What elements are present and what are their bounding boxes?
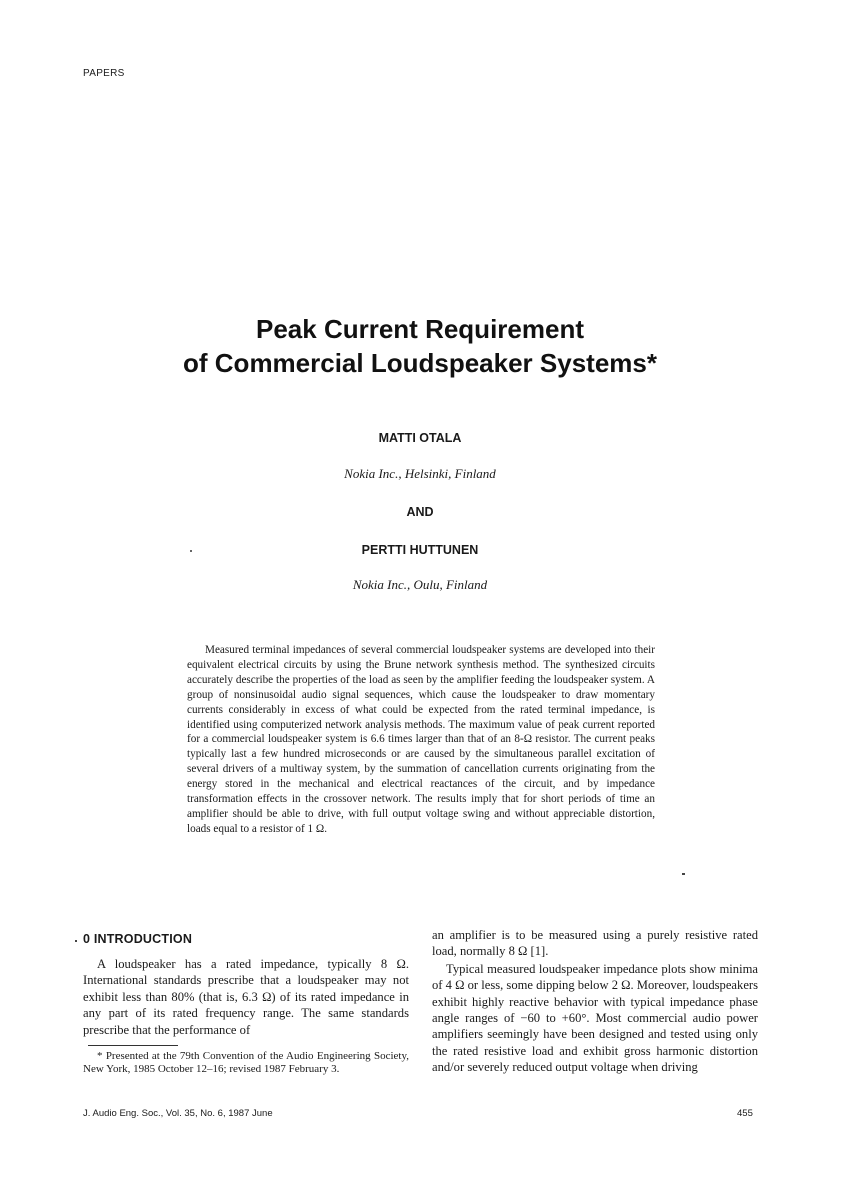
intro-paragraph-left: A loudspeaker has a rated impedance, typically 8 Ω. International standards prescribe that a loudspeaker may not exhibit less than 80% (that is, 6.3 Ω) of its rated impedance in any part of its rated frequency range. The same standards prescribe that the performance of	[83, 957, 409, 1037]
running-head: PAPERS	[83, 68, 125, 79]
title-line-2: of Commercial Loudspeaker Systems*	[183, 348, 657, 378]
footnote: * Presented at the 79th Convention of the Audio Engineering Society, New York, 1985 October 12–16; revised 1987 February 3.	[83, 1050, 409, 1075]
intro-continuation: an amplifier is to be measured using a purely resistive rated load, normally 8 Ω [1].	[432, 928, 758, 959]
heading-speck	[75, 940, 77, 942]
section-heading-text: 0 INTRODUCTION	[83, 932, 193, 946]
affiliation-1: Nokia Inc., Helsinki, Finland	[344, 466, 496, 481]
title-line-1: Peak Current Requirement	[256, 314, 584, 344]
journal-citation: J. Audio Eng. Soc., Vol. 35, No. 6, 1987 June	[83, 1108, 273, 1119]
author-conjunction: AND	[406, 505, 434, 519]
paper-title	[100, 312, 740, 380]
abstract: Measured terminal impedances of several commercial loudspeaker systems are developed into their equivalent electrical circuits by using the Brune network synthesis method. The synthesized circuits accurately describe the properties of the load as seen by the amplifier feeding the loudspeaker system. A group of nonsinusoidal audio signal sequences, which cause the loudspeaker to draw momentary currents considerably in excess of what could be expected from the rated terminal impedance, is identified using computerized network analysis methods. The maximum value of peak current reported for a commercial loudspeaker system is 6.6 times larger than that of an 8-Ω resistor. The current peaks typically last a few hundred microseconds or are caused by the simultaneous parallel excitation of several drivers of a multiway system, by the summation of cancellation currents originating from the energy stored in the mechanical and electrical reactances of the circuit, and by impedance transformation effects in the crossover network. The results imply that for short periods of time an amplifier should be able to drive, with full output voltage swing and without appreciable distortion, loads equal to a resistor of 1 Ω.	[187, 644, 655, 835]
scan-mark	[682, 873, 685, 875]
scan-speck	[190, 550, 192, 552]
section-heading	[83, 932, 409, 946]
right-column	[432, 927, 758, 1076]
left-column	[83, 932, 409, 1038]
affiliation-2: Nokia Inc., Oulu, Finland	[352, 577, 488, 592]
footnote-rule	[88, 1045, 178, 1046]
intro-paragraph-right: Typical measured loudspeaker impedance plots show minima of 4 Ω or less, some dipping below 2 Ω. Moreover, loudspeakers exhibit highly reactive behavior with typical impedance phase angle ranges of −60 to +60°. Most commercial audio power amplifiers seemingly have been designed and tested using only the rated resistive load and exhibit gross harmonic distortion and/or severely reduced output voltage when driving	[432, 961, 759, 1075]
author-2: PERTTI HUTTUNEN	[361, 543, 479, 557]
page-number: 455	[737, 1108, 753, 1119]
author-1: MATTI OTALA	[378, 431, 462, 445]
